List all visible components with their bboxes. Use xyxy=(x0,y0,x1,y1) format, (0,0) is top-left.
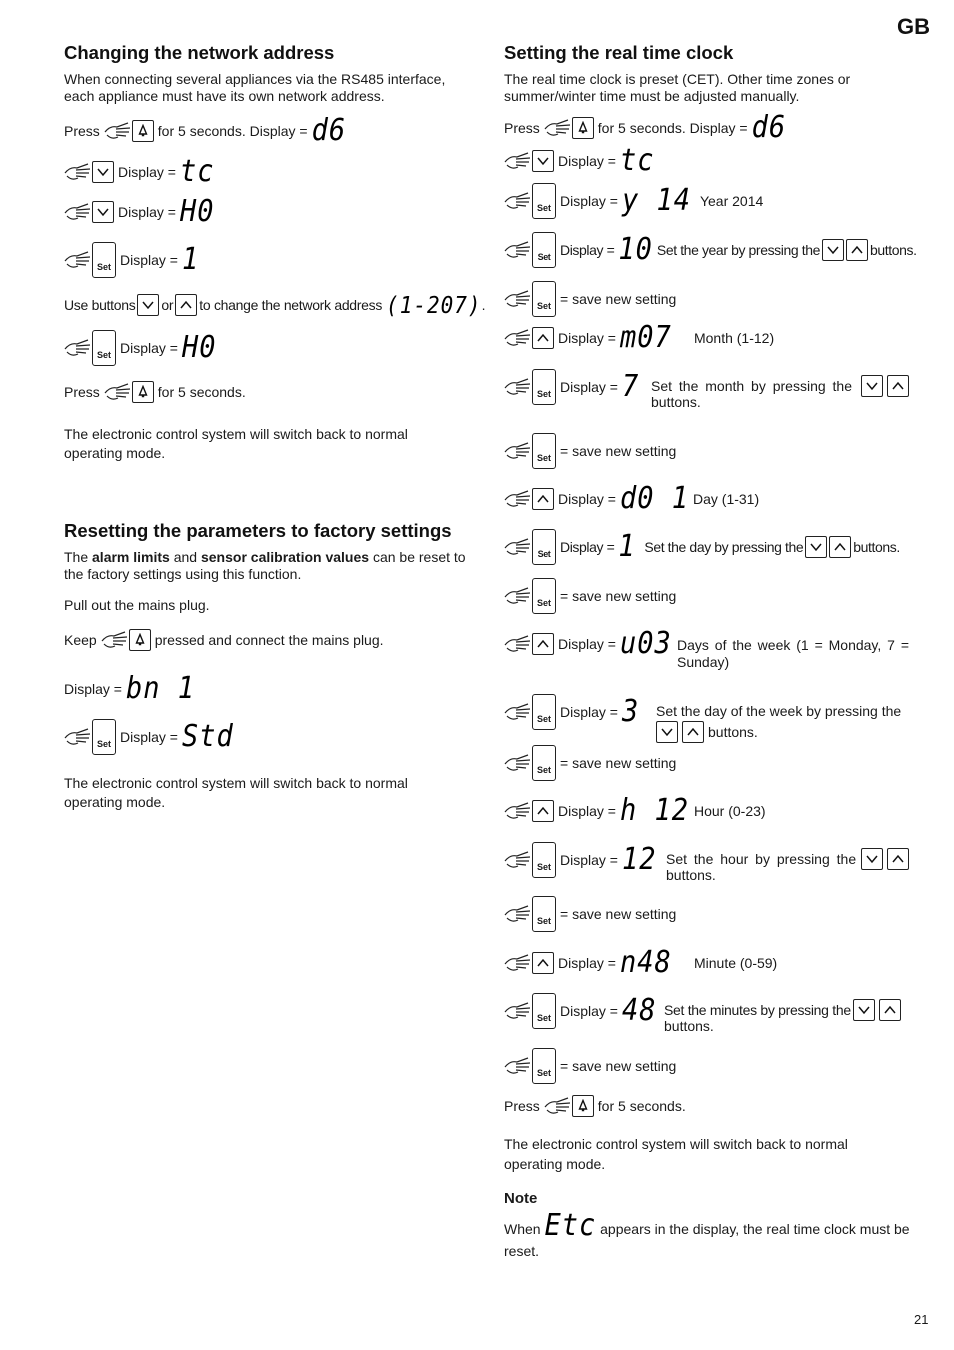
chevron-down-icon xyxy=(826,243,840,257)
hand-icon xyxy=(504,537,532,557)
up-button[interactable] xyxy=(887,375,909,397)
chevron-up-icon xyxy=(850,243,864,257)
hand-icon xyxy=(504,489,532,509)
text: pressed and connect the mains plug. xyxy=(154,632,384,648)
step-down-tc xyxy=(64,154,215,189)
text: = save new setting xyxy=(560,906,677,922)
down-button[interactable] xyxy=(92,201,114,223)
text: Year 2014 xyxy=(699,193,764,209)
note-heading: Note xyxy=(504,1190,538,1207)
hand-icon xyxy=(504,850,532,870)
step-display-bn1 xyxy=(64,671,195,706)
chevron-up-icon xyxy=(179,298,193,312)
text: Display = xyxy=(558,955,616,971)
set-button[interactable]: Set xyxy=(532,694,556,730)
chevron-down-icon xyxy=(660,725,674,739)
text: Display = xyxy=(560,193,618,209)
text: Set the day of the week by pressing the xyxy=(656,703,902,719)
text: Press xyxy=(504,1098,540,1114)
up-button[interactable] xyxy=(175,294,197,316)
hand-icon xyxy=(504,1056,532,1076)
text: buttons. xyxy=(666,867,716,883)
rtc-save-5 xyxy=(504,896,676,932)
text: = save new setting xyxy=(560,588,677,604)
down-button[interactable] xyxy=(92,161,114,183)
set-button[interactable]: Set xyxy=(532,993,556,1029)
chevron-up-icon xyxy=(891,852,905,866)
text: Set the hour by pressing the xyxy=(666,851,857,867)
lcd-display: H0 xyxy=(181,330,217,365)
lcd-display: 10 xyxy=(618,232,653,267)
hand-icon xyxy=(64,250,92,270)
lcd-display: d6 xyxy=(311,113,347,148)
lcd-display: 1 xyxy=(618,529,636,564)
up-button[interactable] xyxy=(532,633,554,655)
chevron-down-icon xyxy=(536,154,550,168)
text: Display = xyxy=(560,242,615,258)
network-switch-back: The electronic control system will switch back to normal operating mode. xyxy=(64,426,408,461)
pull-plug-text: Pull out the mains plug. xyxy=(64,597,210,613)
set-button[interactable]: Set xyxy=(92,719,116,755)
chevron-up-icon xyxy=(536,956,550,970)
set-button[interactable]: Set xyxy=(532,529,556,565)
bell-button[interactable] xyxy=(132,120,154,142)
set-button[interactable]: Set xyxy=(92,330,116,366)
text: Set the month by pressing the xyxy=(651,378,852,394)
chevron-up-icon xyxy=(833,540,847,554)
note-body xyxy=(504,1208,910,1262)
lcd-display: d6 xyxy=(751,110,787,145)
set-button[interactable]: Set xyxy=(92,242,116,278)
step-use-buttons xyxy=(64,292,485,318)
lcd-range: (1-207) xyxy=(386,291,482,319)
set-button[interactable]: Set xyxy=(532,281,556,317)
lcd-display: d0 1 xyxy=(619,481,689,516)
hand-icon xyxy=(504,328,532,348)
lcd-display: tc xyxy=(179,154,215,189)
bell-button[interactable] xyxy=(572,117,594,139)
hand-icon xyxy=(504,904,532,924)
text: When xyxy=(504,1221,541,1237)
rtc-intro: The real time clock is preset (CET). Other time zones or summer/winter time must be adjusted manually. xyxy=(504,71,851,104)
step-keep-bell xyxy=(64,629,384,651)
text: Hour (0-23) xyxy=(693,803,766,819)
rtc-step-week xyxy=(504,626,910,671)
lcd-display: 48 xyxy=(621,993,657,1028)
text: Day (1-31) xyxy=(693,491,760,507)
lcd-display: tc xyxy=(619,143,655,178)
text: Display = xyxy=(558,330,616,346)
text: for 5 seconds. xyxy=(157,384,246,400)
text: = save new setting xyxy=(560,1058,677,1074)
set-button[interactable]: Set xyxy=(532,433,556,469)
text: Press xyxy=(64,123,100,139)
text: to change the network address xyxy=(199,297,383,313)
text: Month (1-12) xyxy=(693,330,775,346)
set-button[interactable]: Set xyxy=(532,183,556,219)
step-set-h0 xyxy=(64,330,216,366)
down-button[interactable] xyxy=(532,150,554,172)
rtc-switch-back: The electronic control system will switch back to normal operating mode. xyxy=(504,1136,848,1172)
text: Set the day by pressing the xyxy=(644,539,804,555)
hand-icon xyxy=(504,441,532,461)
text: Press xyxy=(64,384,100,400)
rtc-step-set-week xyxy=(504,694,910,742)
lcd-display: h 12 xyxy=(619,793,689,828)
lcd-display: bn 1 xyxy=(125,671,195,706)
rtc-step-day xyxy=(504,481,760,516)
hand-icon xyxy=(104,121,132,141)
step-press-bell xyxy=(64,113,347,148)
bell-button[interactable] xyxy=(572,1095,594,1117)
rtc-save-6 xyxy=(504,1048,676,1084)
network-address-heading: Changing the network address xyxy=(64,42,335,63)
bell-icon xyxy=(576,1099,590,1113)
rtc-save-1 xyxy=(504,281,676,317)
text: Display = xyxy=(118,204,176,220)
hand-icon xyxy=(504,289,532,309)
down-button[interactable] xyxy=(861,848,883,870)
text: Use buttons xyxy=(64,297,136,313)
chevron-down-icon xyxy=(96,205,110,219)
rtc-step-press xyxy=(504,110,787,145)
text: Display = xyxy=(120,729,178,745)
chevron-down-icon xyxy=(809,540,823,554)
text: buttons. xyxy=(664,1018,714,1034)
network-intro: When connecting several appliances via the RS485 interface, each appliance must have its own network address. xyxy=(64,71,446,104)
down-button[interactable] xyxy=(853,999,875,1021)
up-button[interactable] xyxy=(532,327,554,349)
hand-icon xyxy=(101,630,129,650)
up-button[interactable] xyxy=(682,721,704,743)
set-button[interactable]: Set xyxy=(532,578,556,614)
up-button[interactable] xyxy=(829,536,851,558)
page-number: 21 xyxy=(914,1312,929,1327)
lcd-display: 1 xyxy=(181,242,200,277)
text: = save new setting xyxy=(560,755,677,771)
text: for 5 seconds. Display = xyxy=(597,120,748,136)
text: for 5 seconds. xyxy=(597,1098,686,1114)
step-set-1 xyxy=(64,242,199,278)
down-button[interactable] xyxy=(656,721,678,743)
bell-icon xyxy=(133,633,147,647)
hand-icon xyxy=(544,1096,572,1116)
hand-icon xyxy=(504,801,532,821)
rtc-step-set-minute xyxy=(504,993,910,1033)
rtc-step-set-hour xyxy=(504,842,910,882)
step-press-bell-end xyxy=(64,381,246,403)
lcd-display: H0 xyxy=(179,194,215,229)
hand-icon xyxy=(64,202,92,222)
hand-icon xyxy=(504,953,532,973)
text: Display = xyxy=(560,1003,618,1019)
chevron-up-icon xyxy=(536,637,550,651)
rtc-save-4 xyxy=(504,745,676,781)
text: buttons. xyxy=(651,394,701,410)
text: Minute (0-59) xyxy=(693,955,778,971)
text: Display = xyxy=(120,340,178,356)
rtc-step-set-month xyxy=(504,369,910,409)
lcd-display: n48 xyxy=(619,945,672,980)
rtc-step-hour xyxy=(504,793,766,828)
text: Display = xyxy=(560,539,615,555)
up-button[interactable] xyxy=(532,800,554,822)
up-button[interactable] xyxy=(532,488,554,510)
reset-intro: The alarm limits and sensor calibration values can be reset to the factory settings using this function. xyxy=(64,549,466,582)
text: Display = xyxy=(560,852,618,868)
bell-button[interactable] xyxy=(129,629,151,651)
chevron-up-icon xyxy=(883,1003,897,1017)
hand-icon xyxy=(64,162,92,182)
bell-icon xyxy=(576,121,590,135)
hand-icon xyxy=(504,702,532,722)
down-button[interactable] xyxy=(137,294,159,316)
rtc-step-press-end xyxy=(504,1095,686,1117)
up-button[interactable] xyxy=(887,848,909,870)
language-tag: GB xyxy=(897,14,930,39)
step-down-h0 xyxy=(64,194,215,229)
down-button[interactable] xyxy=(861,375,883,397)
bell-icon xyxy=(136,124,150,138)
lcd-display: 7 xyxy=(621,369,640,404)
chevron-down-icon xyxy=(141,298,155,312)
rtc-heading: Setting the real time clock xyxy=(504,42,734,63)
bell-icon xyxy=(136,385,150,399)
rtc-save-2 xyxy=(504,433,676,469)
hand-icon xyxy=(504,586,532,606)
text: Set the year by pressing the xyxy=(656,242,821,258)
chevron-up-icon xyxy=(686,725,700,739)
down-button[interactable] xyxy=(822,239,844,261)
down-button[interactable] xyxy=(805,536,827,558)
hand-icon xyxy=(504,1001,532,1021)
lcd-display: u03 xyxy=(619,626,672,661)
text: Display = xyxy=(558,491,616,507)
rtc-step-set-year xyxy=(504,232,917,268)
hand-icon xyxy=(104,382,132,402)
hand-icon xyxy=(504,634,532,654)
up-button[interactable] xyxy=(532,952,554,974)
text: for 5 seconds. Display = xyxy=(157,123,308,139)
text: Display = xyxy=(558,803,616,819)
hand-icon xyxy=(504,240,532,260)
set-button[interactable]: Set xyxy=(532,369,556,405)
chevron-up-icon xyxy=(536,331,550,345)
text: buttons. xyxy=(708,724,758,740)
hand-icon xyxy=(64,727,92,747)
set-button[interactable]: Set xyxy=(532,842,556,878)
hand-icon xyxy=(504,377,532,397)
rtc-step-tc xyxy=(504,143,655,178)
text: buttons. xyxy=(870,242,917,258)
text: = save new setting xyxy=(560,291,677,307)
text: appears in the display, the real time clock must be reset. xyxy=(504,1221,910,1259)
text: Display = xyxy=(560,704,618,720)
text: Display = xyxy=(64,681,122,697)
rtc-step-month xyxy=(504,320,775,355)
lcd-display: 12 xyxy=(621,842,657,877)
text: Display = xyxy=(560,379,618,395)
reset-switch-back: The electronic control system will switch back to normal operating mode. xyxy=(64,775,408,810)
hand-icon xyxy=(544,118,572,138)
chevron-down-icon xyxy=(857,1003,871,1017)
text: Display = xyxy=(558,153,616,169)
chevron-down-icon xyxy=(865,379,879,393)
bell-button[interactable] xyxy=(132,381,154,403)
text: Days of the week (1 = Monday, 7 = Sunday) xyxy=(677,637,909,670)
reset-heading: Resetting the parameters to factory settings xyxy=(64,520,452,541)
step-set-std xyxy=(64,719,234,755)
hand-icon xyxy=(504,151,532,171)
rtc-save-3 xyxy=(504,578,676,614)
hand-icon xyxy=(504,753,532,773)
text: = save new setting xyxy=(560,443,677,459)
lcd-display: Std xyxy=(181,719,234,754)
chevron-down-icon xyxy=(865,852,879,866)
rtc-step-minute xyxy=(504,945,778,980)
text: Display = xyxy=(120,252,178,268)
up-button[interactable] xyxy=(879,999,901,1021)
chevron-down-icon xyxy=(96,165,110,179)
up-button[interactable] xyxy=(846,239,868,261)
set-button[interactable]: Set xyxy=(532,232,556,268)
set-button[interactable]: Set xyxy=(532,896,556,932)
rtc-step-set-day xyxy=(504,529,900,565)
hand-icon xyxy=(64,338,92,358)
hand-icon xyxy=(504,191,532,211)
text: buttons. xyxy=(853,539,900,555)
chevron-up-icon xyxy=(536,804,550,818)
set-button[interactable]: Set xyxy=(532,1048,556,1084)
text: Keep xyxy=(64,632,97,648)
chevron-up-icon xyxy=(891,379,905,393)
lcd-display: 3 xyxy=(621,694,640,729)
rtc-step-year xyxy=(504,183,763,219)
lcd-display: Etc xyxy=(544,1208,597,1243)
lcd-display: y 14 xyxy=(621,183,691,218)
chevron-up-icon xyxy=(536,492,550,506)
text: or xyxy=(161,297,174,313)
text: Display = xyxy=(558,636,616,652)
text: Display = xyxy=(118,164,176,180)
text: Set the minutes by pressing the xyxy=(664,1002,851,1018)
text: Press xyxy=(504,120,540,136)
text: . xyxy=(481,297,486,313)
lcd-display: m07 xyxy=(619,320,672,355)
set-button[interactable]: Set xyxy=(532,745,556,781)
